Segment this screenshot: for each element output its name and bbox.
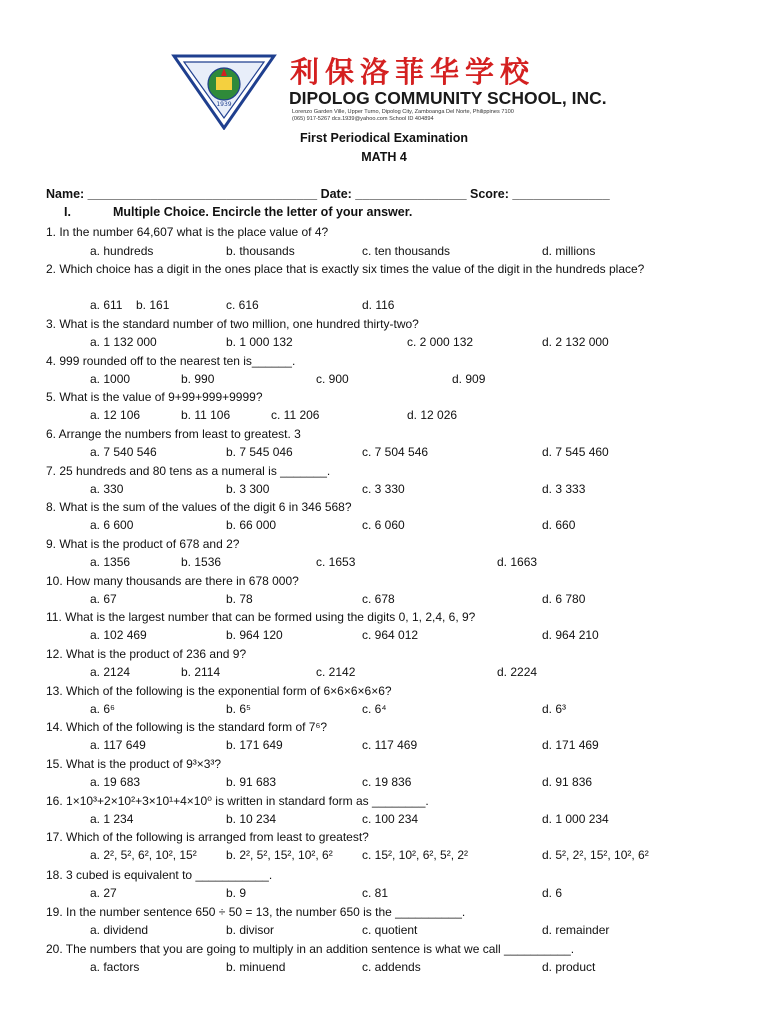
answer-option[interactable]: d. 7 545 460 [542,445,609,459]
answer-option[interactable]: c. 678 [362,592,395,606]
answer-option[interactable]: d. 5², 2², 15², 10², 6² [542,848,649,862]
answer-option[interactable]: a. hundreds [90,244,154,258]
answer-option[interactable]: a. 611 [90,298,123,312]
answer-option[interactable]: b. 2², 5², 15², 10², 6² [226,848,333,862]
answer-option[interactable]: c. 616 [226,298,259,312]
question-text: 10. How many thousands are there in 678 000? [46,574,299,588]
answer-option[interactable]: a. 1000 [90,372,131,386]
answer-option[interactable]: b. 3 300 [226,482,270,496]
answer-option[interactable]: c. 15², 10², 6², 5², 2² [362,848,469,862]
answer-option[interactable]: b. 964 120 [226,628,283,642]
answer-option[interactable]: a. 2124 [90,665,131,679]
answer-option[interactable]: c. ten thousands [362,244,451,258]
logo-year: 1939 [216,101,232,108]
question-text: 11. What is the largest number that can be formed using the digits 0, 1, 2,4, 6, 9? [46,610,476,624]
question-text: 2. Which choice has a digit in the ones place that is exactly six times the value of the digit in the hundreds place? [46,262,645,276]
answer-option[interactable]: b. 11 106 [181,408,231,422]
section-number: I. [64,205,71,219]
exam-subject: MATH 4 [361,150,407,164]
answer-option[interactable]: d. remainder [542,923,610,937]
question-text: 20. The numbers that you are going to multiply in an addition sentence is what we call __________. [46,942,575,956]
school-logo [170,50,278,130]
answer-option[interactable]: b. 2114 [181,665,221,679]
question-text: 8. What is the sum of the values of the digit 6 in 346 568? [46,500,352,514]
answer-option[interactable]: b. minuend [226,960,286,974]
answer-option[interactable]: a. 2², 5², 6², 10², 15² [90,848,197,862]
answer-option[interactable]: c. 6⁴ [362,702,387,716]
answer-option[interactable]: b. 171 649 [226,738,283,752]
answer-option[interactable]: c. 7 504 546 [362,445,429,459]
answer-option[interactable]: c. 900 [316,372,349,386]
answer-option[interactable]: c. 6 060 [362,518,405,532]
answer-option[interactable]: b. 91 683 [226,775,277,789]
answer-option[interactable]: b. 9 [226,886,247,900]
address-line: Lorenzo Garden Ville, Upper Turno, Dipolog City, Zamboanga Del Norte, Philippines 7100 [292,109,514,115]
answer-option[interactable]: a. 27 [90,886,117,900]
answer-option[interactable]: a. 117 649 [90,738,146,752]
answer-option[interactable]: b. 10 234 [226,812,277,826]
answer-option[interactable]: d. 6 780 [542,592,586,606]
answer-option[interactable]: d. 2224 [497,665,538,679]
answer-option[interactable]: d. 6³ [542,702,567,716]
answer-option[interactable]: d. 12 026 [407,408,458,422]
answer-option[interactable]: c. 11 206 [271,408,320,422]
school-header [170,48,610,132]
question-text: 4. 999 rounded off to the nearest ten is______. [46,354,296,368]
answer-option[interactable]: b. 990 [181,372,215,386]
answer-option[interactable]: b. 1536 [181,555,222,569]
question-text: 7. 25 hundreds and 80 tens as a numeral is _______. [46,464,331,478]
answer-option[interactable]: b. 78 [226,592,253,606]
answer-option[interactable]: d. product [542,960,596,974]
question-text: 16. 1×10³+2×10²+3×10¹+4×10⁰ is written in standard form as ________. [46,794,429,808]
answer-option[interactable]: d. 171 469 [542,738,599,752]
answer-option[interactable]: b. 1 000 132 [226,335,293,349]
question-text: 14. Which of the following is the standard form of 7⁶? [46,720,328,734]
answer-option[interactable]: c. 964 012 [362,628,419,642]
answer-option[interactable]: c. 100 234 [362,812,419,826]
answer-option[interactable]: d. 3 333 [542,482,586,496]
answer-option[interactable]: c. 19 836 [362,775,412,789]
answer-option[interactable]: d. 116 [362,298,395,312]
answer-option[interactable]: d. 91 836 [542,775,593,789]
question-text: 15. What is the product of 9³×3³? [46,757,222,771]
question-text: 1. In the number 64,607 what is the place value of 4? [46,225,329,239]
answer-option[interactable]: c. 2142 [316,665,356,679]
section-instruction: Multiple Choice. Encircle the letter of your answer. [113,205,413,219]
answer-option[interactable]: b. 161 [136,298,170,312]
question-text: 5. What is the value of 9+99+999+9999? [46,390,263,404]
question-text: 17. Which of the following is arranged from least to greatest? [46,830,369,844]
answer-option[interactable]: a. 1 132 000 [90,335,157,349]
answer-option[interactable]: d. 909 [452,372,486,386]
answer-option[interactable]: d. 1 000 234 [542,812,609,826]
answer-option[interactable]: a. 1 234 [90,812,134,826]
answer-option[interactable]: a. 330 [90,482,124,496]
school-address [292,109,514,123]
school-chinese-name: 利保洛菲华学校 [290,55,536,89]
answer-option[interactable]: b. 66 000 [226,518,277,532]
school-name: DIPOLOG COMMUNITY SCHOOL, INC. [289,88,607,108]
answer-option[interactable]: d. 964 210 [542,628,599,642]
answer-option[interactable]: a. 19 683 [90,775,141,789]
answer-option[interactable]: d. 6 [542,886,563,900]
name-date-score-line: Name: _________________________________ Date: ________________ Score: ______________ [46,187,610,201]
answer-option[interactable]: b. divisor [226,923,275,937]
answer-option[interactable]: c. 117 469 [362,738,418,752]
question-text: 9. What is the product of 678 and 2? [46,537,240,551]
answer-option[interactable]: d. millions [542,244,596,258]
answer-option[interactable]: a. factors [90,960,140,974]
question-text: 3. What is the standard number of two million, one hundred thirty-two? [46,317,419,331]
answer-option[interactable]: d. 2 132 000 [542,335,609,349]
answer-option[interactable]: c. 81 [362,886,389,900]
answer-option[interactable]: b. 7 545 046 [226,445,293,459]
answer-option[interactable]: a. dividend [90,923,149,937]
answer-option[interactable]: b. thousands [226,244,295,258]
answer-option[interactable]: c. quotient [362,923,418,937]
answer-option[interactable]: a. 1356 [90,555,131,569]
answer-option[interactable]: a. 67 [90,592,117,606]
answer-option[interactable]: d. 1663 [497,555,538,569]
exam-title: First Periodical Examination [299,131,469,145]
answer-option[interactable]: d. 660 [542,518,576,532]
question-text: 12. What is the product of 236 and 9? [46,647,247,661]
answer-option[interactable]: c. 3 330 [362,482,405,496]
answer-option[interactable]: a. 12 106 [90,408,141,422]
answer-option[interactable]: a. 7 540 546 [90,445,157,459]
answer-option[interactable]: b. 6⁵ [226,702,251,716]
question-text: 18. 3 cubed is equivalent to ___________. [46,868,273,882]
answer-option[interactable]: a. 6⁶ [90,702,115,716]
answer-option[interactable]: c. 1653 [316,555,356,569]
answer-option[interactable]: a. 6 600 [90,518,134,532]
answer-option[interactable]: c. addends [362,960,421,974]
contact-line: (065) 917-5267 dcs.1939@yahoo.com School ID 404894 [292,116,434,123]
question-text: 19. In the number sentence 650 ÷ 50 = 13, the number 650 is the __________. [46,905,466,919]
answer-option[interactable]: c. 2 000 132 [407,335,474,349]
question-text: 13. Which of the following is the exponential form of 6×6×6×6×6? [46,684,392,698]
answer-option[interactable]: a. 102 469 [90,628,147,642]
question-text: 6. Arrange the numbers from least to greatest. 3 [46,427,301,441]
